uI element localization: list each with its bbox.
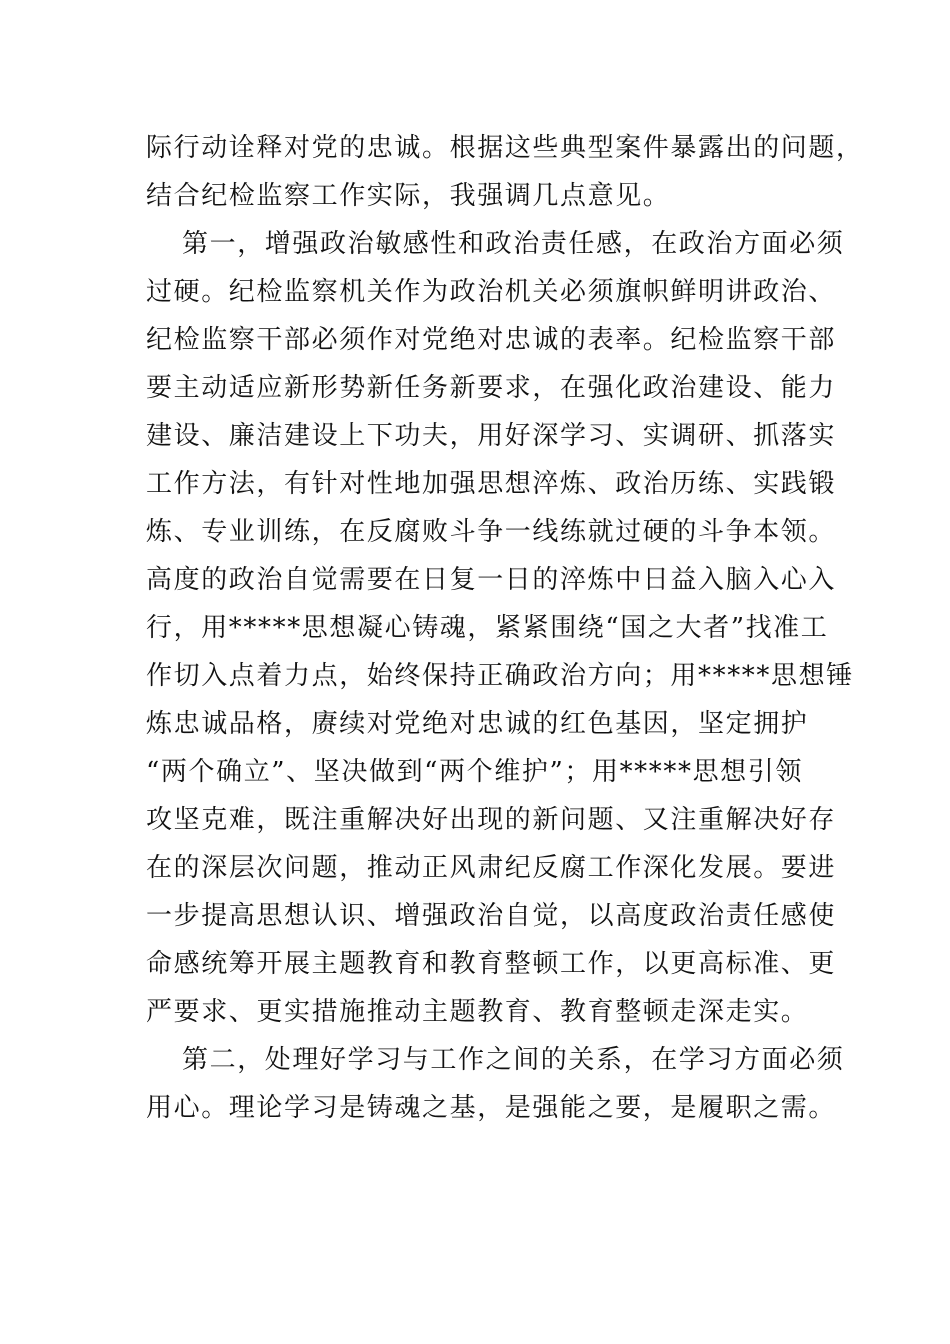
text-line: 攻坚克难，既注重解决好出现的新问题、又注重解决好存 (146, 805, 837, 835)
text-line: 高度的政治自觉需要在日复一日的淬炼中日益入脑入心入 (146, 565, 837, 595)
text-line: 工作方法，有针对性地加强思想淬炼、政治历练、实践锻 (146, 469, 837, 499)
text-line: 纪检监察干部必须作对党绝对忠诚的表率。纪检监察干部 (146, 325, 837, 355)
text-line: 在的深层次问题，推动正风肃纪反腐工作深化发展。要进 (146, 853, 837, 883)
text-line: 作切入点着力点，始终保持正确政治方向；用*****思想锤 (146, 661, 854, 691)
body-text (146, 124, 864, 1132)
paragraph-start-line: 第二，处理好学习与工作之间的关系，在学习方面必须 (182, 1045, 845, 1075)
text-line: 一步提高思想认识、增强政治自觉，以高度政治责任感使 (146, 901, 837, 931)
text-line: 要主动适应新形势新任务新要求，在强化政治建设、能力 (146, 373, 837, 403)
text-line: 结合纪检监察工作实际，我强调几点意见。 (146, 181, 671, 211)
text-line: 严要求、更实措施推动主题教育、教育整顿走深走实。 (146, 997, 809, 1027)
text-line: “两个确立”、坚决做到“两个维护”；用*****思想引领 (146, 757, 803, 787)
text-line: 炼、专业训练，在反腐败斗争一线练就过硬的斗争本领。 (146, 517, 837, 547)
text-line: 建设、廉洁建设上下功夫，用好深学习、实调研、抓落实 (146, 421, 837, 451)
text-line: 际行动诠释对党的忠诚。根据这些典型案件暴露出的问题， (146, 133, 864, 163)
text-line: 命感统筹开展主题教育和教育整顿工作，以更高标准、更 (146, 949, 837, 979)
paragraph-start-line: 第一，增强政治敏感性和政治责任感，在政治方面必须 (182, 229, 845, 259)
text-line: 用心。理论学习是铸魂之基，是强能之要，是履职之需。 (146, 1093, 837, 1123)
text-line: 行，用*****思想凝心铸魂，紧紧围绕“国之大者”找准工 (146, 613, 829, 643)
text-line: 过硬。纪检监察机关作为政治机关必须旗帜鲜明讲政治、 (146, 277, 837, 307)
text-line: 炼忠诚品格，赓续对党绝对忠诚的红色基因，坚定拥护 (146, 709, 809, 739)
